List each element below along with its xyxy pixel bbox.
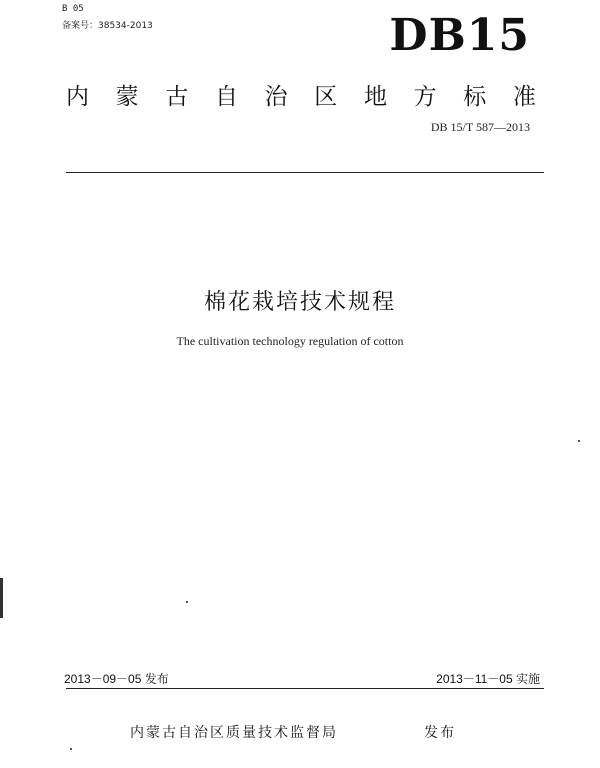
document-title: 棉花栽培技术规程 bbox=[203, 290, 396, 315]
header-divider bbox=[66, 172, 544, 173]
standard-logo: DB15 bbox=[389, 10, 530, 61]
scan-speck bbox=[186, 601, 188, 603]
record-number: 备案号：38534-2013 bbox=[62, 21, 153, 31]
category-char: 标 bbox=[463, 84, 487, 110]
category-char: 准 bbox=[512, 84, 536, 110]
release-date: 2013－09－05 发布 bbox=[64, 672, 169, 686]
footer-divider bbox=[66, 688, 544, 689]
standard-category bbox=[66, 78, 536, 111]
issuing-authority: 内蒙古自治区质量技术监督局 bbox=[130, 725, 338, 741]
scan-speck bbox=[578, 440, 580, 442]
category-char: 区 bbox=[314, 84, 338, 110]
implementation-date: 2013－11－05 实施 bbox=[436, 672, 540, 686]
category-char: 地 bbox=[363, 84, 387, 110]
standard-number: DB 15/T 587—2013 bbox=[430, 120, 530, 134]
category-char: 蒙 bbox=[115, 84, 139, 110]
ccs-code: B 05 bbox=[62, 4, 84, 14]
document-title-english: The cultivation technology regulation of cotton bbox=[176, 334, 404, 348]
category-char: 自 bbox=[214, 84, 238, 110]
category-char: 方 bbox=[413, 84, 437, 110]
scan-edge-mark bbox=[0, 578, 3, 618]
scan-speck bbox=[70, 748, 72, 750]
category-char: 古 bbox=[165, 84, 189, 110]
category-char: 治 bbox=[264, 84, 288, 110]
category-char: 内 bbox=[66, 84, 89, 110]
issue-label: 发布 bbox=[424, 725, 456, 741]
